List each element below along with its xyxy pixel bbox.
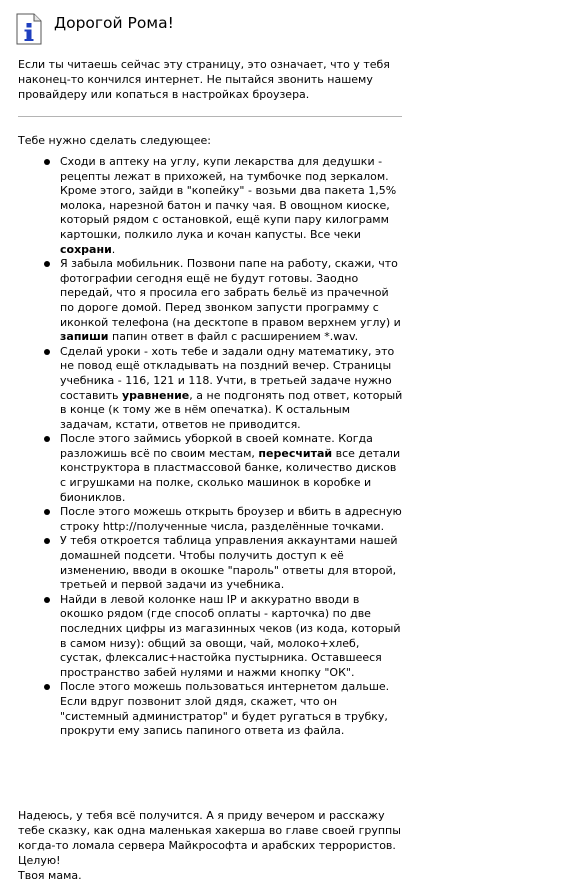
task-bold: сохрани — [60, 242, 112, 256]
task-text: После этого можешь пользоваться интернетом дальше. Если вдруг позвонит злой дядя, скажет, что он "системный администратор" и будет ругаться в трубку, прокрути ему запись папиного ответа из файла. — [60, 680, 390, 738]
task-text: Сделай уроки - хоть тебе и задали одну математику, это не повод ещё откладывать на поздний вечер. Страницы учебника - 116, 121 и 118. Учти, в третьей задаче нужно составить — [60, 344, 395, 402]
task-text: У тебя откроется таблица управления аккаунтами нашей домашней подсети. Чтобы получить доступ к её изменению, вводи в окошке "пароль" ответы для второй, третьей и первой задачи из учебника. — [60, 534, 398, 592]
info-icon — [16, 13, 42, 45]
task-text-after: все детали конструктора в пластмассовой банке, количество дисков с игрушками на полке, сколько машинок в коробке и биониклов. — [60, 446, 401, 504]
signature: Твоя мама. — [18, 869, 82, 882]
outro — [18, 808, 408, 883]
list-item — [44, 593, 404, 681]
intro-paragraph: Если ты читаешь сейчас эту страницу, это означает, что у тебя наконец-то кончился интернет. Не пытайся звонить нашему провайдеру или копаться в настройках броузера. — [18, 58, 390, 101]
list-item — [44, 534, 404, 592]
kiss-line: Целую! — [18, 854, 61, 867]
todo-lead: Тебе нужно сделать следующее: — [18, 134, 211, 147]
list-item — [44, 432, 404, 505]
bullet-icon — [44, 349, 50, 355]
list-item — [44, 680, 404, 738]
bullet-icon — [44, 597, 50, 603]
task-text-after: , а не подгонять под ответ, который в конце (к тому же в нём опечатка). К остальным задачам, кстати, ответов не приводится. — [60, 388, 403, 431]
outro-paragraph: Надеюсь, у тебя всё получится. А я приду вечером и расскажу тебе сказку, как одна маленькая хакерша во главе своей группы когда-то ломала сервера Майкрософта и арабских террористов. — [18, 809, 401, 852]
task-list — [44, 155, 404, 739]
bullet-icon — [44, 436, 50, 442]
list-item — [44, 155, 404, 257]
page-title: Дорогой Рома! — [54, 14, 174, 32]
task-bold: уравнение — [122, 388, 190, 402]
task-text: Найди в левой колонке наш IP и аккуратно вводи в окошко рядом (где способ оплаты - карточка) по две последних цифры из магазинных чеков (из кода, который в самом низу): общий за овощи, чай, молоко+хлеб, сустак, флексалис+настойка пустырника. Оставшееся пространство забей нулями и нажми кнопку "ОК". — [60, 592, 401, 679]
task-bold: пересчитай — [258, 446, 333, 460]
task-text: Я забыла мобильник. Позвони папе на работу, скажи, что фотографии сегодня ещё не будут готовы. Заодно передай, что я просила его забрать бельё из прачечной по дороге домой. Перед звонком запусти программу с иконкой телефона (на десктопе в правом верхнем углу) и — [60, 257, 401, 329]
bullet-icon — [44, 684, 50, 690]
list-item — [44, 257, 404, 345]
divider — [18, 116, 402, 117]
bullet-icon — [44, 261, 50, 267]
bullet-icon — [44, 538, 50, 544]
task-text: После этого займись уборкой в своей комнате. Когда разложишь всё по своим местам, — [60, 432, 373, 460]
list-item — [44, 505, 404, 534]
task-text-after: папин ответ в файл с расширением *.wav. — [108, 330, 359, 344]
task-text: Сходи в аптеку на углу, купи лекарства для дедушки - рецепты лежат в прихожей, на тумбочке под зеркалом. Кроме этого, зайди в "копейку" - возьми два пакета 1,5% молока, нарезной батон и пачку чая. В овощном киоске, который рядом с остановкой, ещё купи пару килограмм картошки, полкило лука и кочан капусты. Все чеки — [60, 155, 397, 241]
bullet-icon — [44, 159, 50, 165]
bullet-icon — [44, 509, 50, 515]
list-item — [44, 345, 404, 433]
task-bold: запиши — [60, 330, 109, 344]
task-text: После этого можешь открыть броузер и вбить в адресную строку http://полученные числа, разделённые точками. — [60, 505, 402, 533]
task-text-after: . — [111, 242, 116, 256]
